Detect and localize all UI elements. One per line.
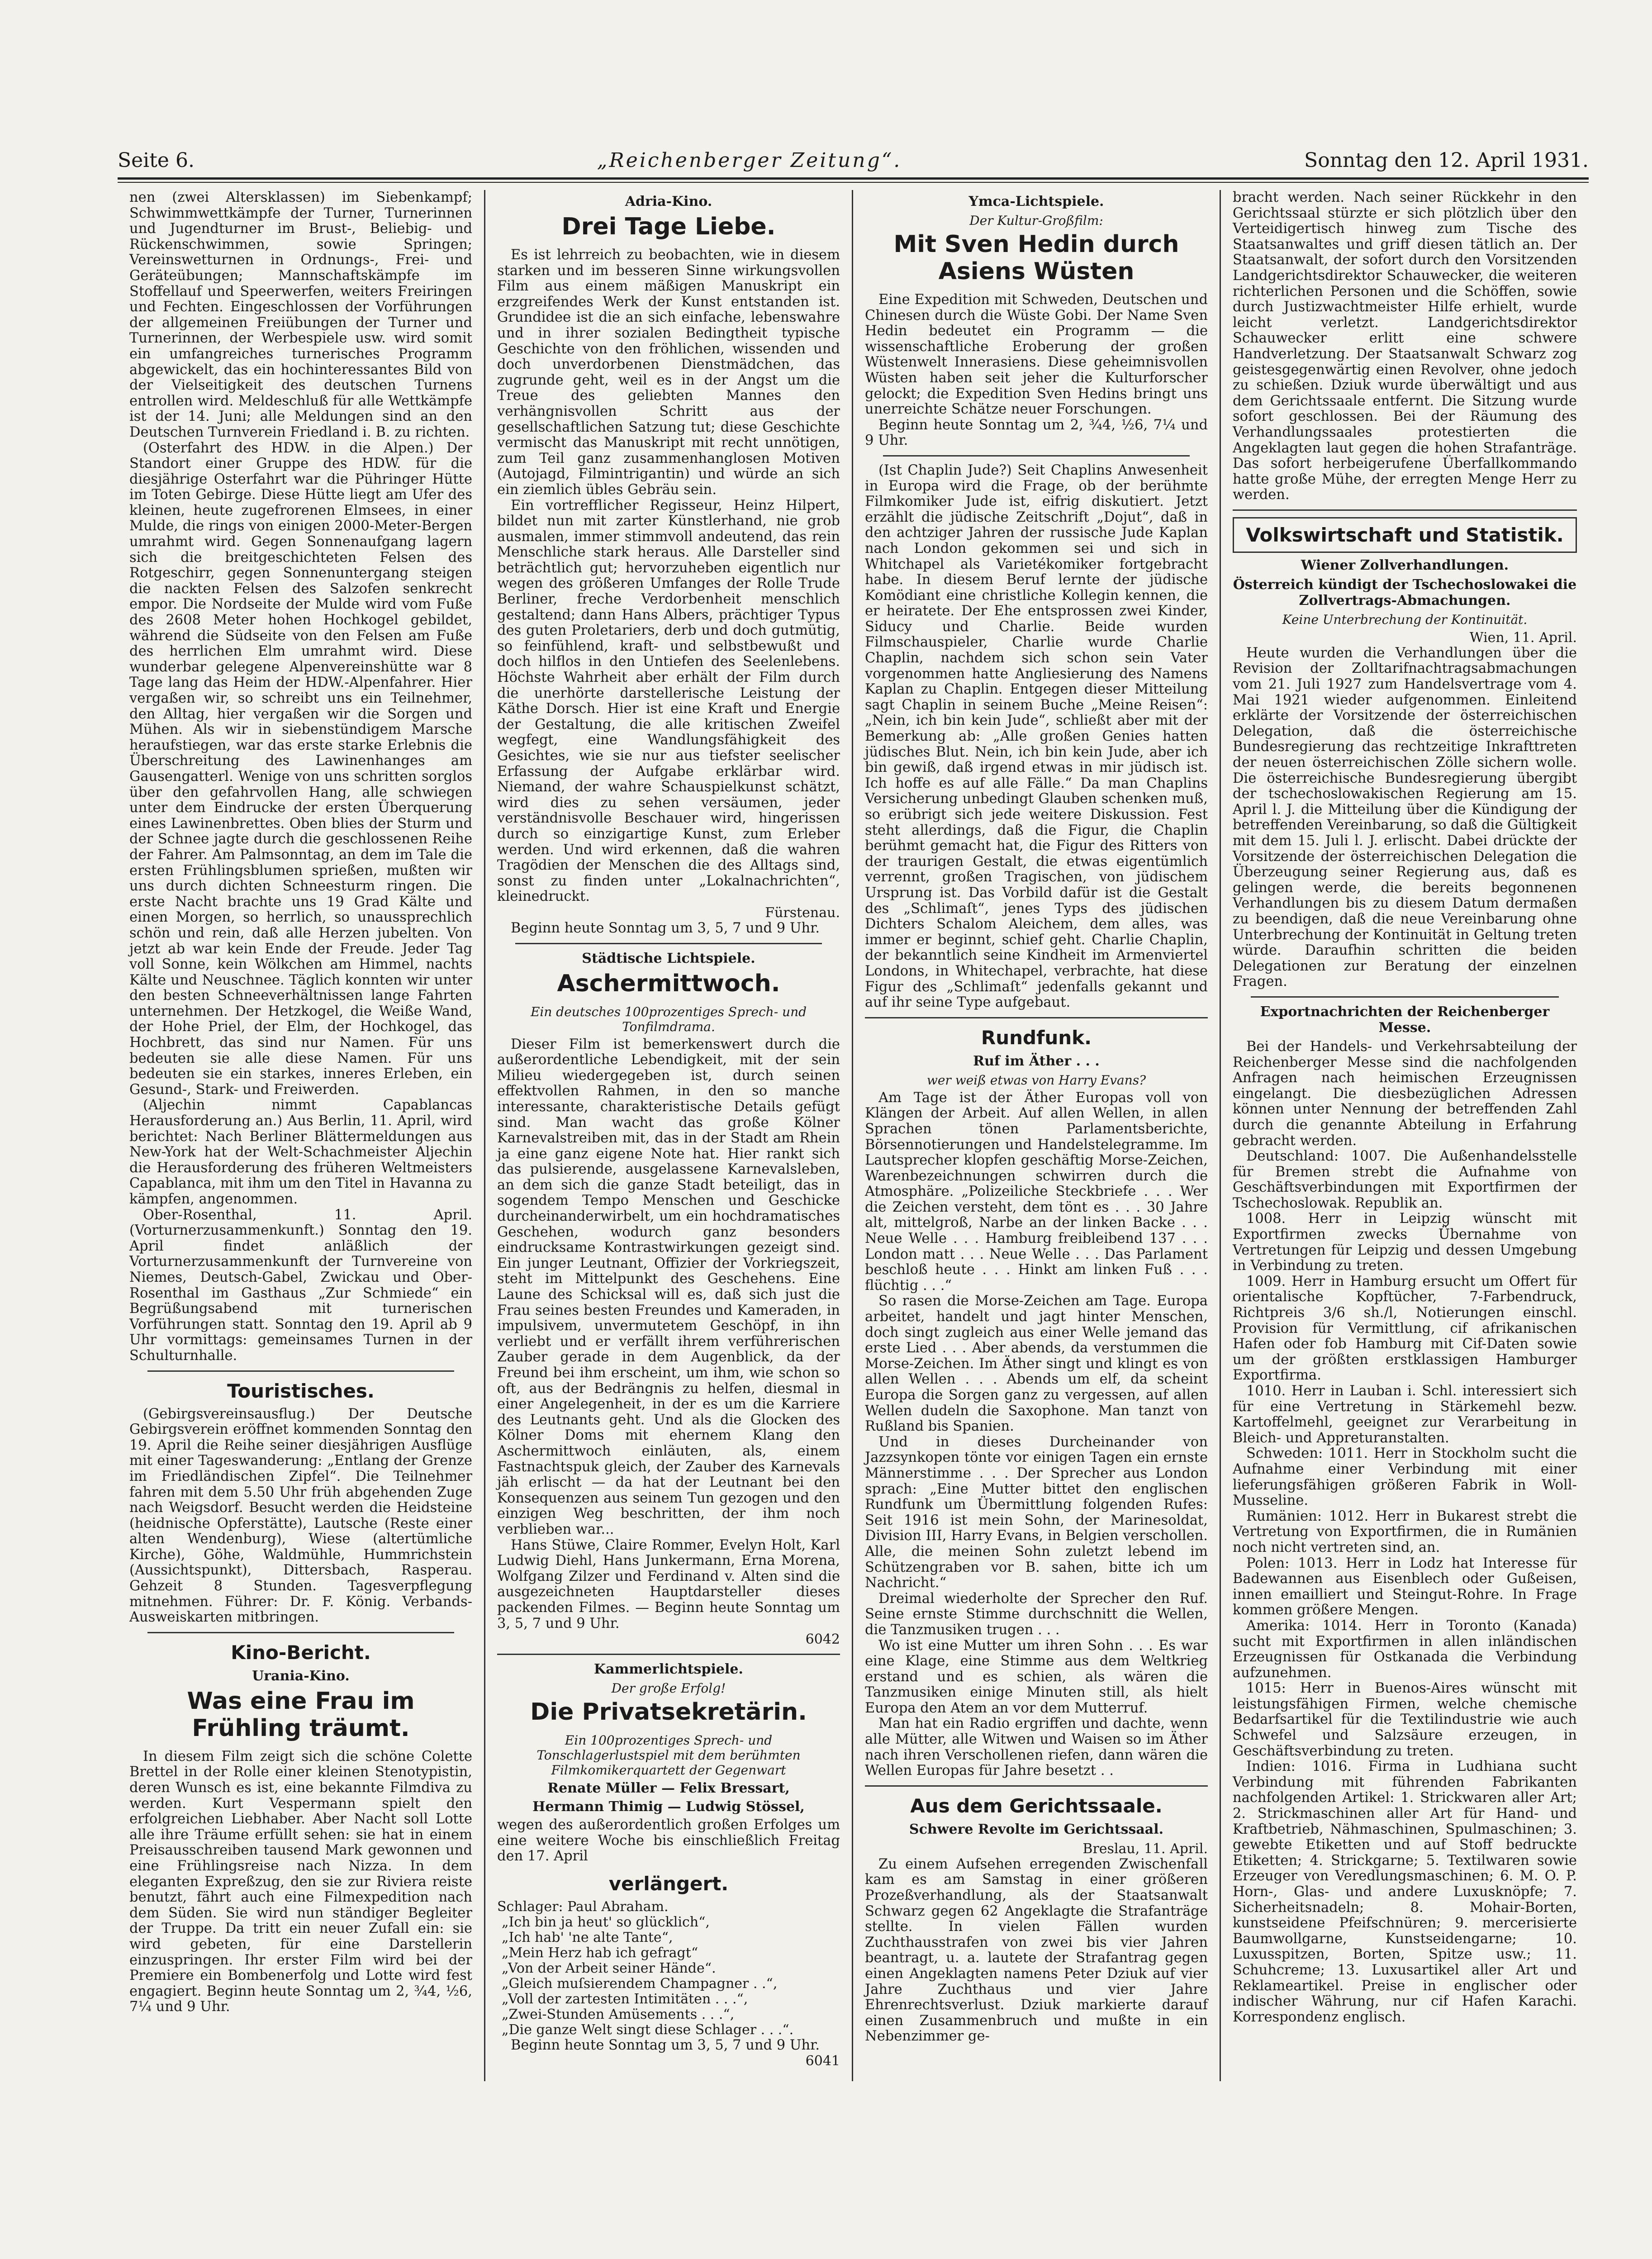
ad-quote: „Die ganze Welt singt diese Schlager . . .“. [502,2021,794,2038]
film-title: Was eine Frau im Frühling träumt. [187,1687,415,1742]
film-title: Die Privatsekretärin. [530,1698,807,1726]
cast-and-showtimes: Hans Stüwe, Claire Rommer, Evelyn Holt, Karl Ludwig Diehl, Hans Junkermann, Erna Morena, Wolfgang Zilzer und Ferdinand v. Alten sind die ausgezeichneten Hauptdarsteller dieses packenden Filmes. — Beginn heute Sonntag um 3, 5, 7 und 9 Uhr. [497,1537,840,1631]
film-review: Dieser Film ist bemerkenswert durch die außerordentliche Lebendigkeit, mit der sein Milieu wiedergegeben ist, durch seinen effektvollen Rahmen, in den so manche interessante, charakteristische Details gefügt sind. Man wacht das große Kölner Karnevalstreiben mit, das in der Stadt am Rhein ja eine ganz eigene Note hat. Hier rankt sich das pulsierende, ausgelassene Karnevalsleben, an dem sich die ganze Stadt beteiligt, das in sogendem Tempo Menschen und Geschicke durcheinanderwirbelt, um ein hochdramatisches Geschehen, wodurch ganz besonders eindrucksame Kontrastwirkungen gezeigt sind. Ein junger Leutnant, Offizier der Vorkriegszeit, steht im Mittelpunkt des Geschehens. Eine Laune des Schicksal will es, daß sich just die Frau seines besten Freundes und Kameraden, in impulsivem, unvermutetem Geschöpf, in ihn verliebt und er verfällt ihrem verführerischen Zauber gerade in dem Augenblick, da der Freund bei ihm erscheint, um ihm, wie schon so oft, aus der Bedrängnis zu helfen, diesmal in einer Angelegenheit, in der es um die Karriere des Leutnants geht. Und als die Glocken des Kölner Doms mit ehernem Klang den Aschermittwoch einläuten, als, einem Fastnachtspuk gleich, der Zauber des Karnevals jäh erlischt — da hat der Leutnant bei den Konsequenzen aus seinem Tun gezogen und den einzigen Weg beschritten, der ihm noch verblieben war... [497,1036,840,1537]
ad-tagline: Der große Erfolg! [611,1681,726,1696]
dateline: Wien, 11. April. [1469,629,1577,646]
ad-tagline: Der Kultur-Großfilm: [969,213,1103,228]
column-3 [853,190,1221,2081]
section-heading-kino: Kino-Bericht. [231,1641,371,1664]
film-subtitle: Ein 100prozentiges Sprech- und Tonschlagerlustspiel mit dem berühmten Filmkomikerquartett der Gegenwart [536,1733,801,1778]
export-item: 1008. Herr in Leipzig wünscht mit Exportfirmen zwecks Übernahme von Vertretungen für Leipzig und dessen Umgebung in Verbindung zu treten. [1233,1211,1577,1274]
article-columns [118,190,1589,2081]
songs-composer: Schlager: Paul Abraham. [497,1898,669,1915]
ad-text: wegen des außerordentlich großen Erfolges um eine weitere Woche bis einschließlich Freitag den 17. April [497,1817,840,1864]
separator [1251,996,1559,998]
page-number: Seite 6. [118,149,195,172]
showtimes: Beginn heute Sonntag um 2, ¾4, ½6, 7¼ und 9 Uhr. [865,417,1208,449]
court-article-continuation: bracht werden. Nach seiner Rückkehr in den Gerichtssaal stürzte er sich plötzlich über den Verteidigertisch hinweg zum Tische des Staatsanwaltes und griff diesen tätlich an. Der Staatsanwalt, der sofort durch den Vorsitzenden Landgerichtsdirektor Schauwecker, die weiteren richterlichen Personen und die Schöffen, sowie durch Justizwachtmeister Hilfe erhielt, wurde leicht verletzt. Landgerichtsdirektor Schauwecker erlitt eine schwere Handverletzung. Der Staatsanwalt Schwarz zog geistesgegenwärtig einen Revolver, ohne jedoch zu schießen. Dziuk wurde überwältigt und aus dem Gerichtssaale entfernt. Die Sitzung wurde sofort geschlossen. Bei der Räumung des Verhandlungssaales protestierten die Angeklagten laut gegen die hohen Strafanträge. Das sofort herbeigerufene Überfallkommando hatte große Mühe, der erregten Menge Herr zu werden. [1233,190,1577,503]
ad-quote: „Gleich muſsierendem Champagner . .“, [502,1975,778,1992]
film-review: In diesem Film zeigt sich die schöne Colette Brettel in der Rolle einer kleinen Stenotypistin, deren Wunsch es ist, eine bekannte Filmdiva zu werden. Kurt Vespermann spielt den erfolgreichen Liebhaber. Aber Nacht soll Lotte alle ihre Träume erfüllt sehen: sie hat in einem Preisausschreiben tausend Mark gewonnen und eine Frühlingsreise nach Nizza. In dem eleganten Expreßzug, den sie zur Riviera reiste benutzt, fährt auch eine Filmexpedition nach dem Süden. Sie wird nun ständiger Begleiter der Truppe. Da tritt ein neuer Zufall ein: sie wird gebeten, für eine Darstellerin einzuspringen. Ihr erster Film wird bei der Premiere ein Bombenerfolg und Lotte wird fest engagiert. Beginn heute Sonntag um 2, ¾4, ½6, 7¼ und 9 Uhr. [129,1748,472,2015]
section-heading-rundfunk: Rundfunk. [981,1026,1092,1049]
section-heading-touristisches: Touristisches. [227,1379,375,1402]
column-4 [1221,190,1589,2081]
film-review: Eine Expedition mit Schweden, Deutschen und Chinesen durch die Wüste Gobi. Der Name Sven Hedin bedeutet ein Programm — die wissenschaftliche Eroberung der großen Wüstenwelt Innerasiens. Diese geheimnisvollen Wüsten haben seit jeher die Kulturforscher gelockt; die Expedition Sven Hedins bringt uns unerreichte Schätze neuer Forschungen. [865,292,1208,418]
page-header [118,140,1589,172]
chaplin-article: (Ist Chaplin Jude?) Seit Chaplins Anwesenheit in Europa wird die Frage, ob der berühmte Filmkomiker Jude ist, eifrig diskutiert. Jetzt erzählt die jüdische Zeitschrift „Dojut“, daß in den achtziger Jahren der russische Jude Kaplan nach London gekommen sei und sich in Whitchapel als Varietékomiker fortgebracht habe. In diesem Beruf lernte der jüdische Komödiant eine christliche Kollegin kennen, die er heiratete. Der Ehe entsprossen zwei Kinder, Siducy und Charlie. Beide wurden Filmschauspieler, Charlie wurde Charlie Chaplin, nachdem sich schon sein Vater vorgenommen hatte Angliesierung des Namens Kaplan zu Chaplin. Entgegen dieser Mitteilung sagt Chaplin in seinem Buche „Meine Reisen“: „Nein, ich bin kein Jude“, schließt aber mit der Bemerkung ab: „Alle großen Genies hatten jüdisches Blut. Nein, ich bin kein Jude, aber ich bin gewiß, daß irgend etwas in mir jüdisch ist. Ich hoffe es auf alle Fälle.“ Da man Chaplins Versicherung unbedingt Glauben schenken muß, so erübrigt sich jede weitere Diskussion. Fest steht allerdings, daß die Figur, die Chaplin berühmt gemacht hat, die Figur des Ritters von der traurigen Gestalt, die etwas eigentümlich verrennt, großen Tragischen, von jüdischem Ursprung ist. Das Vorbild dafür ist die Gestalt des „Schlimaſt“, jenes Typs des jüdischen Dichters Schalom Aleichem, dem alles, was immer er beginnt, schief geht. Charlie Chaplin, der bekanntlich seine Kindheit im Armenviertel Londons, in Whitechapel, verbrachte, hat diese Figur des „Schlimaſt“ jedenfalls gekannt und auf ihr seine Type aufgebaut. [865,462,1208,1011]
cinema-name: Ymca-Lichtspiele. [968,194,1104,209]
cast-line: Hermann Thimig — Ludwig Stössel, [532,1799,805,1815]
showtimes: Beginn heute Sonntag um 3, 5, 7 und 9 Uhr. [511,2037,820,2053]
article-subtitle: wer weiß etwas von Harry Evans? [926,1072,1146,1088]
chess-article: (Aljechin nimmt Capablancas Herausforderung an.) Aus Berlin, 11. April, wird berichtet: Nach Berliner Blättermeldungen aus New-York hat der Welt-Schachmeister Aljechin die Herausforderung des früheren Weltmeisters Capablanca, mit ihm um den Titel in Havanna zu kämpfen, angenommen. [129,1097,472,1207]
separator [1233,509,1577,511]
film-review: Es ist lehrreich zu beobachten, wie in diesem starken und im besseren Sinne wirkungsvollen Film aus einem mäßigen Manuskript ein erzgreifendes Werk der Kunst entstanden ist. Grundidee ist die an sich einfache, lebenswahre und in ihrer sozialen Bedingtheit typische Geschichte von den fröhlichen, wissenden und doch unverdorbenen Dienstmädchen, das zugrunde geht, weil es in der Angst um die Treue des geliebten Mannes den verhängnisvollen Schritt aus der gesellschaftlichen Satzung tut; diese Geschichte vermischt das Manuskript mit recht unnötigen, zum Teil ganz zusammenhanglosen Motiven (Autojagd, Filmintrigantin) und würde an sich ein ziemlich übles Gebräu sein. [497,247,840,498]
column-2 [485,190,853,2081]
export-item: Rumänien: 1012. Herr in Bukarest strebt die Vertretung von Exportfirmen, die in Rumänien noch nicht vertreten sind, an. [1233,1508,1577,1555]
ad-number: 6041 [805,2053,840,2069]
cast-line: Renate Müller — Felix Bressart, [547,1780,790,1797]
export-item: 1015: Herr in Buenos-Aires wünscht mit leistungsfähigen Firmen, welche chemische Bedarfsartikel für die Textilindustrie wie auch Schwefel und Salzsäure erzeugen, in Geschäftsverbindung zu treten. [1233,1680,1577,1759]
showtimes: Beginn heute Sonntag um 3, 5, 7 und 9 Uhr. [511,920,820,936]
song-title: „Ich hab' 'ne alte Tante“, [502,1929,673,1945]
section-box-economy [1233,517,1577,553]
export-item: Schweden: 1011. Herr in Stockholm sucht die Aufnahme einer Verbindung mit einer lieferungsfähigen größeren Fabrik in Woll-Musseline. [1233,1446,1577,1509]
separator [883,455,1190,457]
ad-quote: „Zwei-Stunden Amüsements . . .“, [502,2006,735,2022]
film-title: Aschermittwoch. [557,970,780,997]
ad-quote: „Voll der zartesten Intimitäten . . .“, [502,1991,748,2007]
radio-article: Und in dieses Durcheinander von Jazzsynkopen tönte vor einigen Tagen ein ernste Männerstimme . . . Der Sprecher aus London sprach: „Eine Mutter bittet den englischen Rundfunk um Übermittlung folgenden Rufes: Seit 1916 ist mein Sohn, der Marinesoldat, Division III, Harry Evans, in Belgien verschollen. Alle, die meinen Sohn zuletzt lebend im Schützengraben vor B. sahen, bitte ich um Nachricht.“ [865,1434,1208,1591]
article-title: Exportnachrichten der Reichenberger Messe. [1260,1003,1550,1036]
export-item: Polen: 1013. Herr in Lodz hat Interesse für Badewannen aus Eisenblech oder Gußeisen, innen emailliert und Steingut-Rohre. In Frage kommen größere Mengen. [1233,1555,1577,1618]
radio-article: Man hat ein Radio ergriffen und dachte, wenn alle Mütter, alle Witwen und Waisen so im Äther nach ihren Verschollenen riefen, dann wären die Wellen Europas für Jahre besetzt . . [865,1716,1208,1779]
article-title: Wiener Zollverhandlungen. [1301,557,1509,573]
film-subtitle: Ein deutsches 100prozentiges Sprech- und Tonfilmdrama. [530,1004,807,1034]
film-title: Drei Tage Liebe. [561,213,776,240]
separator [147,1632,454,1633]
dateline: Breslau, 11. April. [1082,1840,1208,1857]
radio-article: Wo ist eine Mutter um ihren Sohn . . . Es war eine Klage, eine Stimme aus dem Weltkrieg erstand und es schien, als wären die Tanzmusiken einige Minuten still, als hielt Europa den Atem an vor dem Mutterruf. [865,1637,1208,1716]
article-title: Schwere Revolte im Gerichtssaal. [909,1821,1164,1837]
radio-article: Am Tage ist der Äther Europas voll von Klängen der Arbeit. Auf allen Wellen, in allen Sprachen tönen Parlamentsberichte, Börsennotierungen und Handelstelegramme. Im Lautsprecher klopfen geschäftig Morse-Zeichen, Warenbezeichnungen schwirren durch die Atmosphäre. „Polizeiliche Steckbriefe . . . Wer die Zeichen versteht, dem tönt es . . . 30 Jahre alt, mittelgroß, Narbe an der linken Backe . . . Neue Welle . . . Hamburg freibleibend 137 . . . London matt . . . Neue Welle . . . Das Parlament beschloß heute . . . Hinkt am linken Fuß . . . flüchtig . . .“ [865,1089,1208,1294]
issue-date: Sonntag den 12. April 1931. [1304,149,1589,172]
newspaper-title: „Reichenberger Zeitung“. [597,149,902,172]
header-rule-thin [118,182,1589,183]
article-subtitle: Österreich kündigt der Tschechoslowakei die Zollvertrags-Abmachungen. [1233,576,1577,609]
export-item: Indien: 1016. Firma in Ludhiana sucht Verbindung mit führenden Fabrikanten nachfolgenden Artikel: 1. Strickwaren aller Art; 2. Strickmaschinen aller Art für Hand- und Kraftbetrieb, Nähmaschinen, Spulmaschinen; 3. gewebte Etiketten und auf Stoff bedruckte Etiketten; 4. Strickgarne; 5. Textilwaren sowie Erzeuger von Veredlungsmaschinen; 6. M. O. P. Horn-, Glas- und andere Luxusknöpfe; 7. Sicherheitsnadeln; 8. Mohair-Borten, kunstseidene Pfeifschnüren; 9. mercerisierte Baumwollgarne, Kunstseidengarne; 10. Luxusspitzen, Borten, Spitze usw.; 11. Schuhcreme; 13. Luxusartikel aller Art und Reklameartikel. Preise in englischer oder indischer Währung, nur cif Hafen Karachi. Korrespondenz englisch. [1233,1759,1577,2025]
hiking-article: (Gebirgsvereinsausflug.) Der Deutsche Gebirgsverein eröffnet kommenden Sonntag den 19. April die Reihe seiner diesjährigen Ausflüge mit einer Tageswanderung: „Entlang der Grenze im Friedländischen Zipfel“. Die Teilnehmer fahren mit dem 5.50 Uhr früh abgehenden Zuge nach Weigsdorf. Besucht werden die Heidsteine (heidnische Opferstätte), Lautsche (Reste einer alten Wendenburg), Wiese (altertümliche Kirche), Göhe, Waldmühle, Hummrichstein (Aussichtspunkt), Dittersbach, Rasperau. Gehzeit 8 Stunden. Tagesverpflegung mitnehmen. Führer: Dr. F. König. Verbands-Ausweiskarten mitbringen. [129,1406,472,1626]
export-item: 1009. Herr in Hamburg ersucht um Offert für orientalische Kopftücher, 7-Farbendruck, Richtpreis 3/6 sh./l, Notierungen einschl. Provision für Vermittlung, cif afrikanischen Hafen oder fob Hamburg mit Cif-Daten sowie um der größten erstklassigen Hamburger Exportfirma. [1233,1273,1577,1384]
export-intro: Bei der Handels- und Verkehrsabteilung der Reichenberger Messe sind die nachfolgenden Anfragen nach heimischen Erzeugnissen eingelangt. Die diesbezüglichen Adressen können unter Nennung der betreffenden Zahl durch die genannte Abteilung in Erfahrung gebracht werden. [1233,1038,1577,1149]
cinema-name: Adria-Kino. [625,194,712,209]
author-signature: Fürstenau. [765,904,840,921]
economy-article: Heute wurden die Verhandlungen über die Revision der Zolltarifnachtragsabmachungen vom 21. Juli 1927 zum Handelsvertrage vom 4. Mai 1921 wieder aufgenommen. Einleitend erklärte der Vorsitzende der österreichischen Delegation, daß die österreichische Bundesregierung das rechtzeitige Inkrafttreten der neuen österreichischen Zölle sichern wolle. Die österreichische Bundesregierung übergibt der tschechoslowakischen Regierung am 15. April l. J. die Mitteilung über die Kündigung der betreffenden Vereinbarung, so daß die Gültigkeit mit dem 15. Juli l. J. erlischt. Dabei drückte der Vorsitzende der österreichischen Delegation die Überzeugung seiner Regierung aus, daß es gelingen werde, die bereits begonnenen Verhandlungen bis zu diesem Datum dermaßen zu beendigen, daß die neue Vereinbarung ohne Unterbrechung der Kontinuität in Geltung treten würde. Daraufhin schritten die beiden Delegationen zur Beratung der einzelnen Fragen. [1233,645,1577,990]
song-title: „Mein Herz hab ich gefragt“ [502,1945,698,1961]
separator [865,1017,1208,1018]
export-item: Deutschland: 1007. Die Außenhandelsstelle für Bremen strebt die Aufnahme von Geschäftsverbindungen mit Exportfirmen der Tschechoslowak. Republik an. [1233,1148,1577,1211]
radio-article: So rasen die Morse-Zeichen am Tage. Europa arbeitet, handelt und jagt hinter Menschen, doch singt zugleich aus einer Welle jemand das erste Lied . . . Aber abends, da verstummen die Morse-Zeichen. Im Äther singt und klingt es von allen Wellen . . . Abends um elf, da scheint Europa die Sorgen ganz zu vergessen, auf allen Wellen dudeln die Saxophone. Man tanzt von Rußland bis Spanien. [865,1293,1208,1435]
sports-continuation: nen (zwei Altersklassen) im Siebenkampf; Schwimmwettkämpfe der Turner, Turnerinnen und Jugendturner im Brust-, Beliebig- und Rückenschwimmen, sowie Springen; Vereinswetturnen in Ordnungs-, Frei- und Geräteübungen; Mannschaftskämpfe im Stoffellauf und Speerwerfen, weiters Freiringen und Fechten. Eingeschlossen der Vorführungen der allgemeinen Freiübungen der Turner und Turnerinnen, der Werbespiele usw. wird somit ein umfangreiches turnerisches Programm abgewickelt, das ein hochinteressantes Bild von der Vielseitigkeit des deutschen Turnens entrollen wird. Meldeschluß für alle Wettkämpfe ist der 14. Juni; alle Meldungen sind an den Deutschen Turnverein Friedland i. B. zu richten. [129,190,472,440]
separator [515,943,822,944]
separator [147,1370,454,1372]
column-1 [118,190,485,2081]
article-subtitle: Keine Unterbrechung der Kontinuität. [1282,612,1528,627]
ad-heading-extended: verlängert. [608,1872,729,1895]
cinema-name: Kammerlichtspiele. [594,1661,743,1678]
radio-article: Dreimal wiederholte der Sprecher den Ruf. Seine ernste Stimme durchschnitt die Wellen, die Tanzmusiken trugen . . . [865,1590,1208,1638]
court-article: Zu einem Aufsehen erregenden Zwischenfall kam es am Samstag in einer größeren Prozeßverhandlung, als der Staatsanwalt Schwarz gegen 62 Angeklagte die Strafanträge stellte. In vielen Fällen wurden Zuchthausstrafen von zwei bis vier Jahren beantragt, u. a. lautete der Strafantrag gegen einen Angeklagten namens Peter Dziuk auf vier Jahre Zuchthaus und vier Jahre Ehrenrechtsverlust. Dziuk markierte darauf einen Zusammenbruch und mußte in ein Nebenzimmer ge- [865,1856,1208,2045]
rosenthal-article: Ober-Rosenthal, 11. April. (Vorturnerzusammenkunft.) Sonntag den 19. April findet anläßlich der Vorturnerzusammenkunft der Turnvereine von Niemes, Deutsch-Gabel, Zwickau und Ober-Rosenthal im Gasthaus „Zur Schmiede“ ein Begrüßungsabend mit turnerischen Vorführungen statt. Sonntag den 19. April ab 9 Uhr vormittags: gemeinsames Turnen in der Schulturnhalle. [129,1207,472,1364]
section-heading-gericht: Aus dem Gerichtssaale. [910,1794,1163,1817]
cinema-name: Urania-Kino. [252,1668,350,1684]
separator [865,1785,1208,1787]
section-heading-volkswirtschaft: Volkswirtschaft und Statistik. [1246,523,1564,546]
song-title: „Ich bin ja heut' so glücklich“, [502,1914,710,1930]
export-item: Amerika: 1014. Herr in Toronto (Kanada) sucht mit Exportfirmen in allen inländischen Erzeugnissen für Ostkanada die Verbindung aufzunehmen. [1233,1617,1577,1681]
article-title: Ruf im Äther . . . [973,1053,1100,1069]
export-item: 1010. Herr in Lauban i. Schl. interessiert sich für eine Vertretung in Stärkemehl bezw. Kartoffelmehl, geeignet zur Verarbeitung in Bleich- und Appreturanstalten. [1233,1383,1577,1446]
cinema-name: Städtische Lichtspiele. [582,950,755,966]
header-rule [118,177,1589,180]
film-title: Mit Sven Hedin durch Asiens Wüsten [893,231,1179,285]
separator [497,1654,840,1655]
alpine-trip-article: (Osterfahrt des HDW. in die Alpen.) Der Standort einer Gruppe des HDW. für die diesjährige Osterfahrt war die Pühringer Hütte im Toten Gebirge. Diese Hütte liegt am Ufer des kleinen, heute zugefrorenen Elmsees, in einer Mulde, die rings von einigen 2000-Meter-Bergen umrahmt wird. Gegen Sonnenaufgang lagern sich die breitgeschichteten Felsen des Rotgeschirr, gegen Sonnenuntergang steigen die nackten Felsen des Salzofen senkrecht empor. Die Nordseite der Mulde wird vom Fuße des 2608 Meter hohen Hochkogel gebildet, während die Südseite von den Felsen am Fuße des herrlichen Elm umrahmt wird. Diese wunderbar gelegene Alpenvereinshütte war 8 Tage lang das Heim der HDW.-Alpenfahrer. Hier vergaßen wir, so schreibt uns ein Teilnehmer, den Alltag, hier vergaßen wir die Sorgen und Mühen. Als wir in siebenstündigem Marsche heraufstiegen, war das erste starke Erlebnis die Überschreitung des Lawinenhanges am Gausengatterl. Wenige von uns schritten sorglos über den gefahrvollen Hang, alle schwiegen unter dem Eindrucke der ersten Überquerung eines Lawinenbrettes. Oben blies der Sturm und der Schnee jagte durch die geschlossenen Reihe der Fahrer. Am Palmsonntag, an dem im Tale die ersten Frühlingsblumen sprießen, mußten wir uns durch dichten Schneesturm ringen. Die erste Nacht brachte uns 19 Grad Kälte und einen Morgen, so herrlich, so unaussprechlich schön und rein, daß alle Herzen jubelten. Von jetzt ab war kein Ende der Freude. Jeder Tag voll Sonne, kein Wölkchen am Himmel, nachts Kälte und Neuschnee. Täglich konnten wir unter den besten Schneeverhältnissen lange Fahrten unternehmen. Der Hetzkogel, die Weiße Wand, der Hohe Priel, der Elm, der Hochkogel, das Hochbrett, das sind nur Namen. Für uns bedeuten sie alle diese Namen. Für uns bedeuten sie ein starkes, inneres Erleben, ein Gesund-, Stark- und Freiwerden. [129,440,472,1098]
ad-number: 6042 [805,1631,840,1648]
song-title: „Von der Arbeit seiner Hände“. [502,1960,716,1976]
film-review: Ein vortrefflicher Regisseur, Heinz Hilpert, bildet nun mit zarter Künstlerhand, nie grob ausmalen, immer stimmvoll andeutend, das rein Menschliche stark heraus. Alle Darsteller sind beträchtlich gut; hervorzuheben eigentlich nur wegen des größeren Umfanges der Rolle Trude Berliner, freche Verdorbenheit menschlich gestaltend; dann Hans Albers, prächtiger Typus des guten Proletariers, derb und doch gutmütig, so feinfühlend, kraft- und selbstbewußt und doch hilflos in den Untiefen des Seelenlebens. Höchste Wahrheit aber erhält der Film durch die unerhörte darstellerische Leistung der Käthe Dorsch. Hier ist eine Kraft und Energie der Gestaltung, die alle kritischen Zweifel wegfegt, eine Wandlungsfähigkeit des Gesichtes, wie sie nur aus tiefster seelischer Erfassung der Aufgabe erklärbar wird. Niemand, der wahre Schauspielkunst schätzt, wird dies zu sehen versäumen, jeder verständnisvolle Beschauer wird, hingerissen durch so einzigartige Kunst, zum Erleber werden. Und wird erkennen, daß die wahren Tragödien der Menschen die des Alltags sind, sonst zu finden unter „Lokalnachrichten“, kleinedruckt. [497,497,840,905]
